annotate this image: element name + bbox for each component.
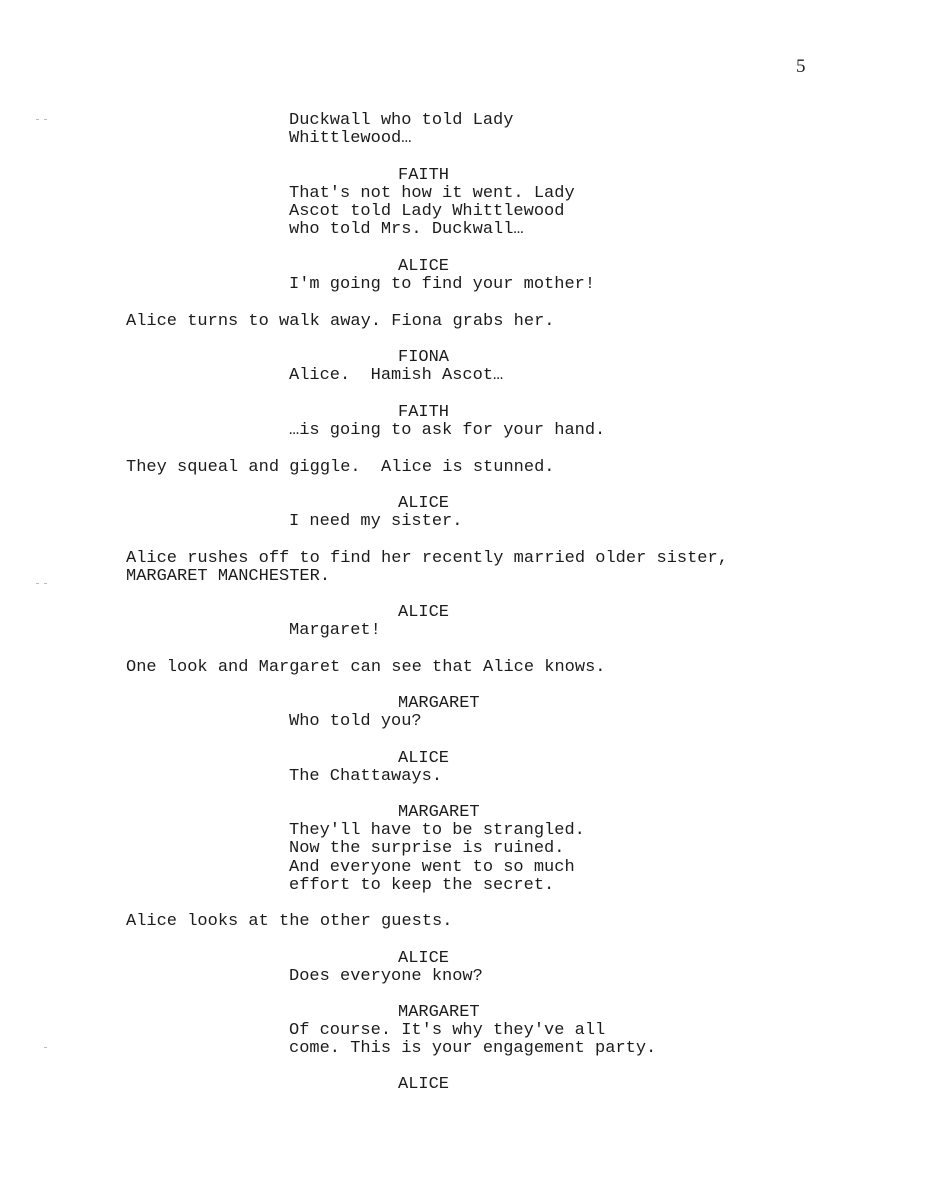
character-name: FAITH <box>398 403 450 422</box>
action-line: MARGARET MANCHESTER. <box>126 567 331 586</box>
dialogue-line: Duckwall who told Lady <box>289 111 514 130</box>
dialogue-line: I need my sister. <box>289 512 463 531</box>
character-name: ALICE <box>398 257 450 276</box>
scan-speck <box>36 119 39 120</box>
page-number: 5 <box>796 56 806 77</box>
character-name: FAITH <box>398 166 450 185</box>
dialogue-line: The Chattaways. <box>289 767 443 786</box>
dialogue-line: come. This is your engagement party. <box>289 1039 657 1058</box>
scan-speck <box>44 119 47 120</box>
character-name: ALICE <box>398 949 450 968</box>
character-name: ALICE <box>398 603 450 622</box>
dialogue-line: I'm going to find your mother! <box>289 275 596 294</box>
character-name: MARGARET <box>398 1003 480 1022</box>
dialogue-line: Whittlewood… <box>289 129 412 148</box>
character-name: ALICE <box>398 494 450 513</box>
action-line: They squeal and giggle. Alice is stunned. <box>126 458 555 477</box>
dialogue-line: …is going to ask for your hand. <box>289 421 606 440</box>
dialogue-line: Margaret! <box>289 621 381 640</box>
dialogue-line: who told Mrs. Duckwall… <box>289 220 524 239</box>
dialogue-line: effort to keep the secret. <box>289 876 555 895</box>
character-name: MARGARET <box>398 694 480 713</box>
dialogue-line: Who told you? <box>289 712 422 731</box>
character-name: FIONA <box>398 348 450 367</box>
dialogue-line: And everyone went to so much <box>289 858 575 877</box>
dialogue-line: Now the surprise is ruined. <box>289 839 565 858</box>
action-line: Alice rushes off to find her recently married older sister, <box>126 549 728 568</box>
dialogue-line: Does everyone know? <box>289 967 483 986</box>
character-name: MARGARET <box>398 803 480 822</box>
scan-speck <box>44 1047 47 1048</box>
dialogue-line: That's not how it went. Lady <box>289 184 575 203</box>
dialogue-line: Ascot told Lady Whittlewood <box>289 202 565 221</box>
dialogue-line: Of course. It's why they've all <box>289 1021 606 1040</box>
scan-speck <box>44 583 47 584</box>
dialogue-line: Alice. Hamish Ascot… <box>289 366 504 385</box>
character-name: ALICE <box>398 1075 450 1094</box>
action-line: Alice turns to walk away. Fiona grabs her. <box>126 312 555 331</box>
action-line: Alice looks at the other guests. <box>126 912 453 931</box>
scan-speck <box>36 583 39 584</box>
character-name: ALICE <box>398 749 450 768</box>
action-line: One look and Margaret can see that Alice knows. <box>126 658 606 677</box>
dialogue-line: They'll have to be strangled. <box>289 821 585 840</box>
